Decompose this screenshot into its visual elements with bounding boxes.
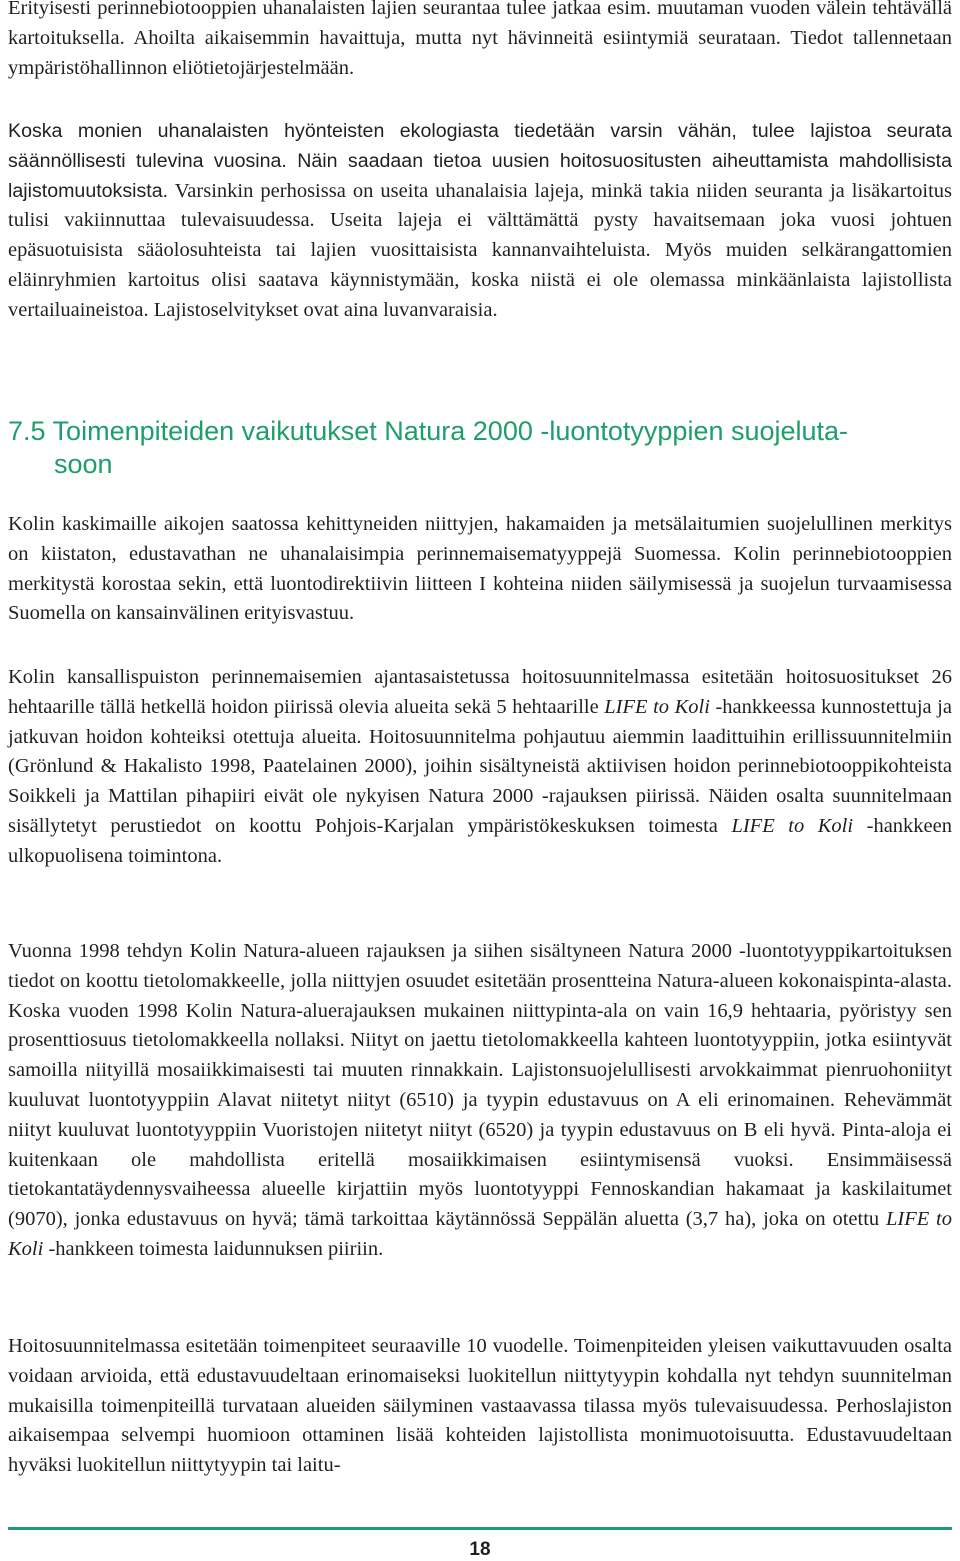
paragraph-insect-monitoring [8, 117, 952, 326]
project-name-italic: LIFE to Koli [8, 1208, 953, 1260]
paragraph-text: Kolin kansallispuiston perinnemaisemien ajantasaistetussa hoitosuunnitelmassa esitetään hoitosuositukset 26 hehtaarille tällä hetkellä hoidon piirissä olevia alueita sekä 5 hehtaarille [8, 666, 952, 718]
footer-rule [8, 1527, 952, 1530]
paragraph-text: -hankkeen ulkopuolisena toimintona. [8, 814, 953, 867]
section-title-line1: Toimenpiteiden vaikutukset Natura 2000 -luontotyyppien suojeluta- [45, 416, 849, 446]
section-number: 7.5 [8, 416, 46, 446]
paragraph-text-sans: Koska monien uhanalaisten hyönteisten ekologiasta tiedetään varsin vähän, tulee lajistoa seurata säännöllisesti tulevina vuosina. [8, 120, 952, 172]
paragraph-text: -hankkeessa kunnostettuja ja jatkuvan hoidon kohteiksi otettuja alueita. Hoitosuunnitelma pohjautuu aiemmin laadittuihin erillissuunnitelmiin (Grönlund & Hakalisto 1998, Paatelainen 2000), joihin sisältyneistä aktiivisen hoidon perinnebiotooppikohteista Soikkeli ja Mattilan pihapiiri eivät ole nykyisen Natura 2000 -rajauksen piirissä. Näiden osalta suunnitelmaan sisällytetyt perustiedot on koottu Pohjois-Karjalan ympäristökeskuksen toimesta [8, 695, 952, 837]
project-name-italic: LIFE to Koli [731, 814, 854, 837]
paragraph-conservation-significance [8, 510, 952, 629]
paragraph-monitoring-species [8, 0, 952, 83]
paragraph-text: -hankkeen toimesta laidunnuksen piiriin. [43, 1237, 384, 1260]
paragraph-text: Erityisesti perinnebiotooppien uhanalaisten lajien seurantaa tulee jatkaa esim. muutaman vuoden välein tehtävällä kartoituksella. Ahoilta aikaisemmin havaittuja, mutta nyt hävinneitä esiintymiä seurataan. Tiedot tallennetaan ympäristöhallinnon eliötietojärjestelmään. [8, 0, 952, 79]
paragraph-text-sans: Näin saadaan tietoa uusien hoitosuositusten aiheuttamista mahdollisista lajistomuutoksista. [8, 149, 952, 202]
paragraph-text: Kolin kaskimaille aikojen saatossa kehittyneiden niittyjen, hakamaiden ja metsälaitumien suojelullinen merkitys on kiistaton, edustavathan ne uhanalaisimpia perinnemaisematyyppejä Suomessa. Kolin perinnebiotooppien merkitystä korostaa sekin, että luontodirektiivin liitteen I kohteina niiden säilymisessä ja suojelun turvaamisessa Suomella on kansainvälinen erityisvastuu. [8, 513, 952, 625]
section-title-line2: soon [54, 449, 113, 479]
paragraph-text: Varsinkin perhosissa on useita uhanalaisia lajeja, minkä takia niiden seuranta ja lisäkartoitus tulisi vakiinnuttaa tulevaisuudessa. Useita lajeja ei välttämättä pysty havaitsemaan joka vuosi johtuen epäsuotuisista sääolosuhteista tai lajien vuosittaisista kannanvaihteluista. Myös muiden selkärangattomien eläinryhmien kartoitus olisi saatava käynnistymään, koska niistä ei ole olemassa minkäänlaista lajistollista vertailuaineistoa. Lajistoselvitykset ovat aina luvanvaraisia. [8, 179, 952, 321]
section-heading [8, 415, 952, 481]
paragraph-management-plan [8, 663, 952, 872]
paragraph-natura-mapping [8, 937, 952, 1265]
paragraph-text: Vuonna 1998 tehdyn Kolin Natura-alueen rajauksen ja siihen sisältyneen Natura 2000 -luontotyyppikartoituksen tiedot on koottu tietolomakkeelle, jolla niittyjen osuudet esitetään prosentteina Natura-alueen kokonaispinta-alasta. Koska vuoden 1998 Kolin Natura-aluerajauksen mukainen niittypinta-ala on vain 16,9 hehtaaria, pyöristyy sen prosenttiosuus tietolomakkeella nollaksi. Niityt on jaettu tietolomakkeella kahteen luontotyyppiin, jotka esiintyvät samoilla niityillä mosaiikkimaisesti tai muuten rinnakkain. Lajistonsuojelullisesti arvokkaimmat pienruohoniityt kuuluvat luontotyyppiin Alavat niitetyt niityt (6510) ja tyypin edustavuus on A eli erinomainen. Rehevämmät niityt kuuluvat luontotyyppiin Vuoristojen niitetyt niityt (6520) ja tyypin edustavuus on B eli hyvä. Pinta-aloja ei kuitenkaan ole mahdollista eritellä mosaiikkimaisen esiintymisensä vuoksi. Ensimmäisessä tietokantatäydennysvaiheessa alueelle kirjattiin myös luontotyyppi Fennoskandian hakamaat ja kaskilaitumet (9070), jonka edustavuus on hyvä; tämä tarkoittaa käytännössä Seppälän aluetta (3,7 ha), joka on otettu [8, 940, 952, 1231]
paragraph-text: Hoitosuunnitelmassa esitetään toimenpiteet seuraaville 10 vuodelle. Toimenpiteiden yleisen vaikuttavuuden osalta voidaan arvioida, että edustavuudeltaan erinomaiseksi luokitellun niittytyypin kohdalla nyt tehdyn suunnitelman mukaisilla toimenpiteillä turvataan alueiden säilyminen vastaavassa tilassa myös tulevaisuudessa. Perhoslajiston aikaisempaa selvempi huomioon ottaminen lisää kohteiden lajistollista monimuotoisuutta. Edustavuudeltaan hyväksi luokitellun niittytyypin tai laitu- [8, 1335, 952, 1477]
project-name-italic: LIFE to Koli [604, 695, 710, 718]
page-number: 18 [469, 1539, 491, 1560]
paragraph-measures-effects [8, 1332, 952, 1481]
